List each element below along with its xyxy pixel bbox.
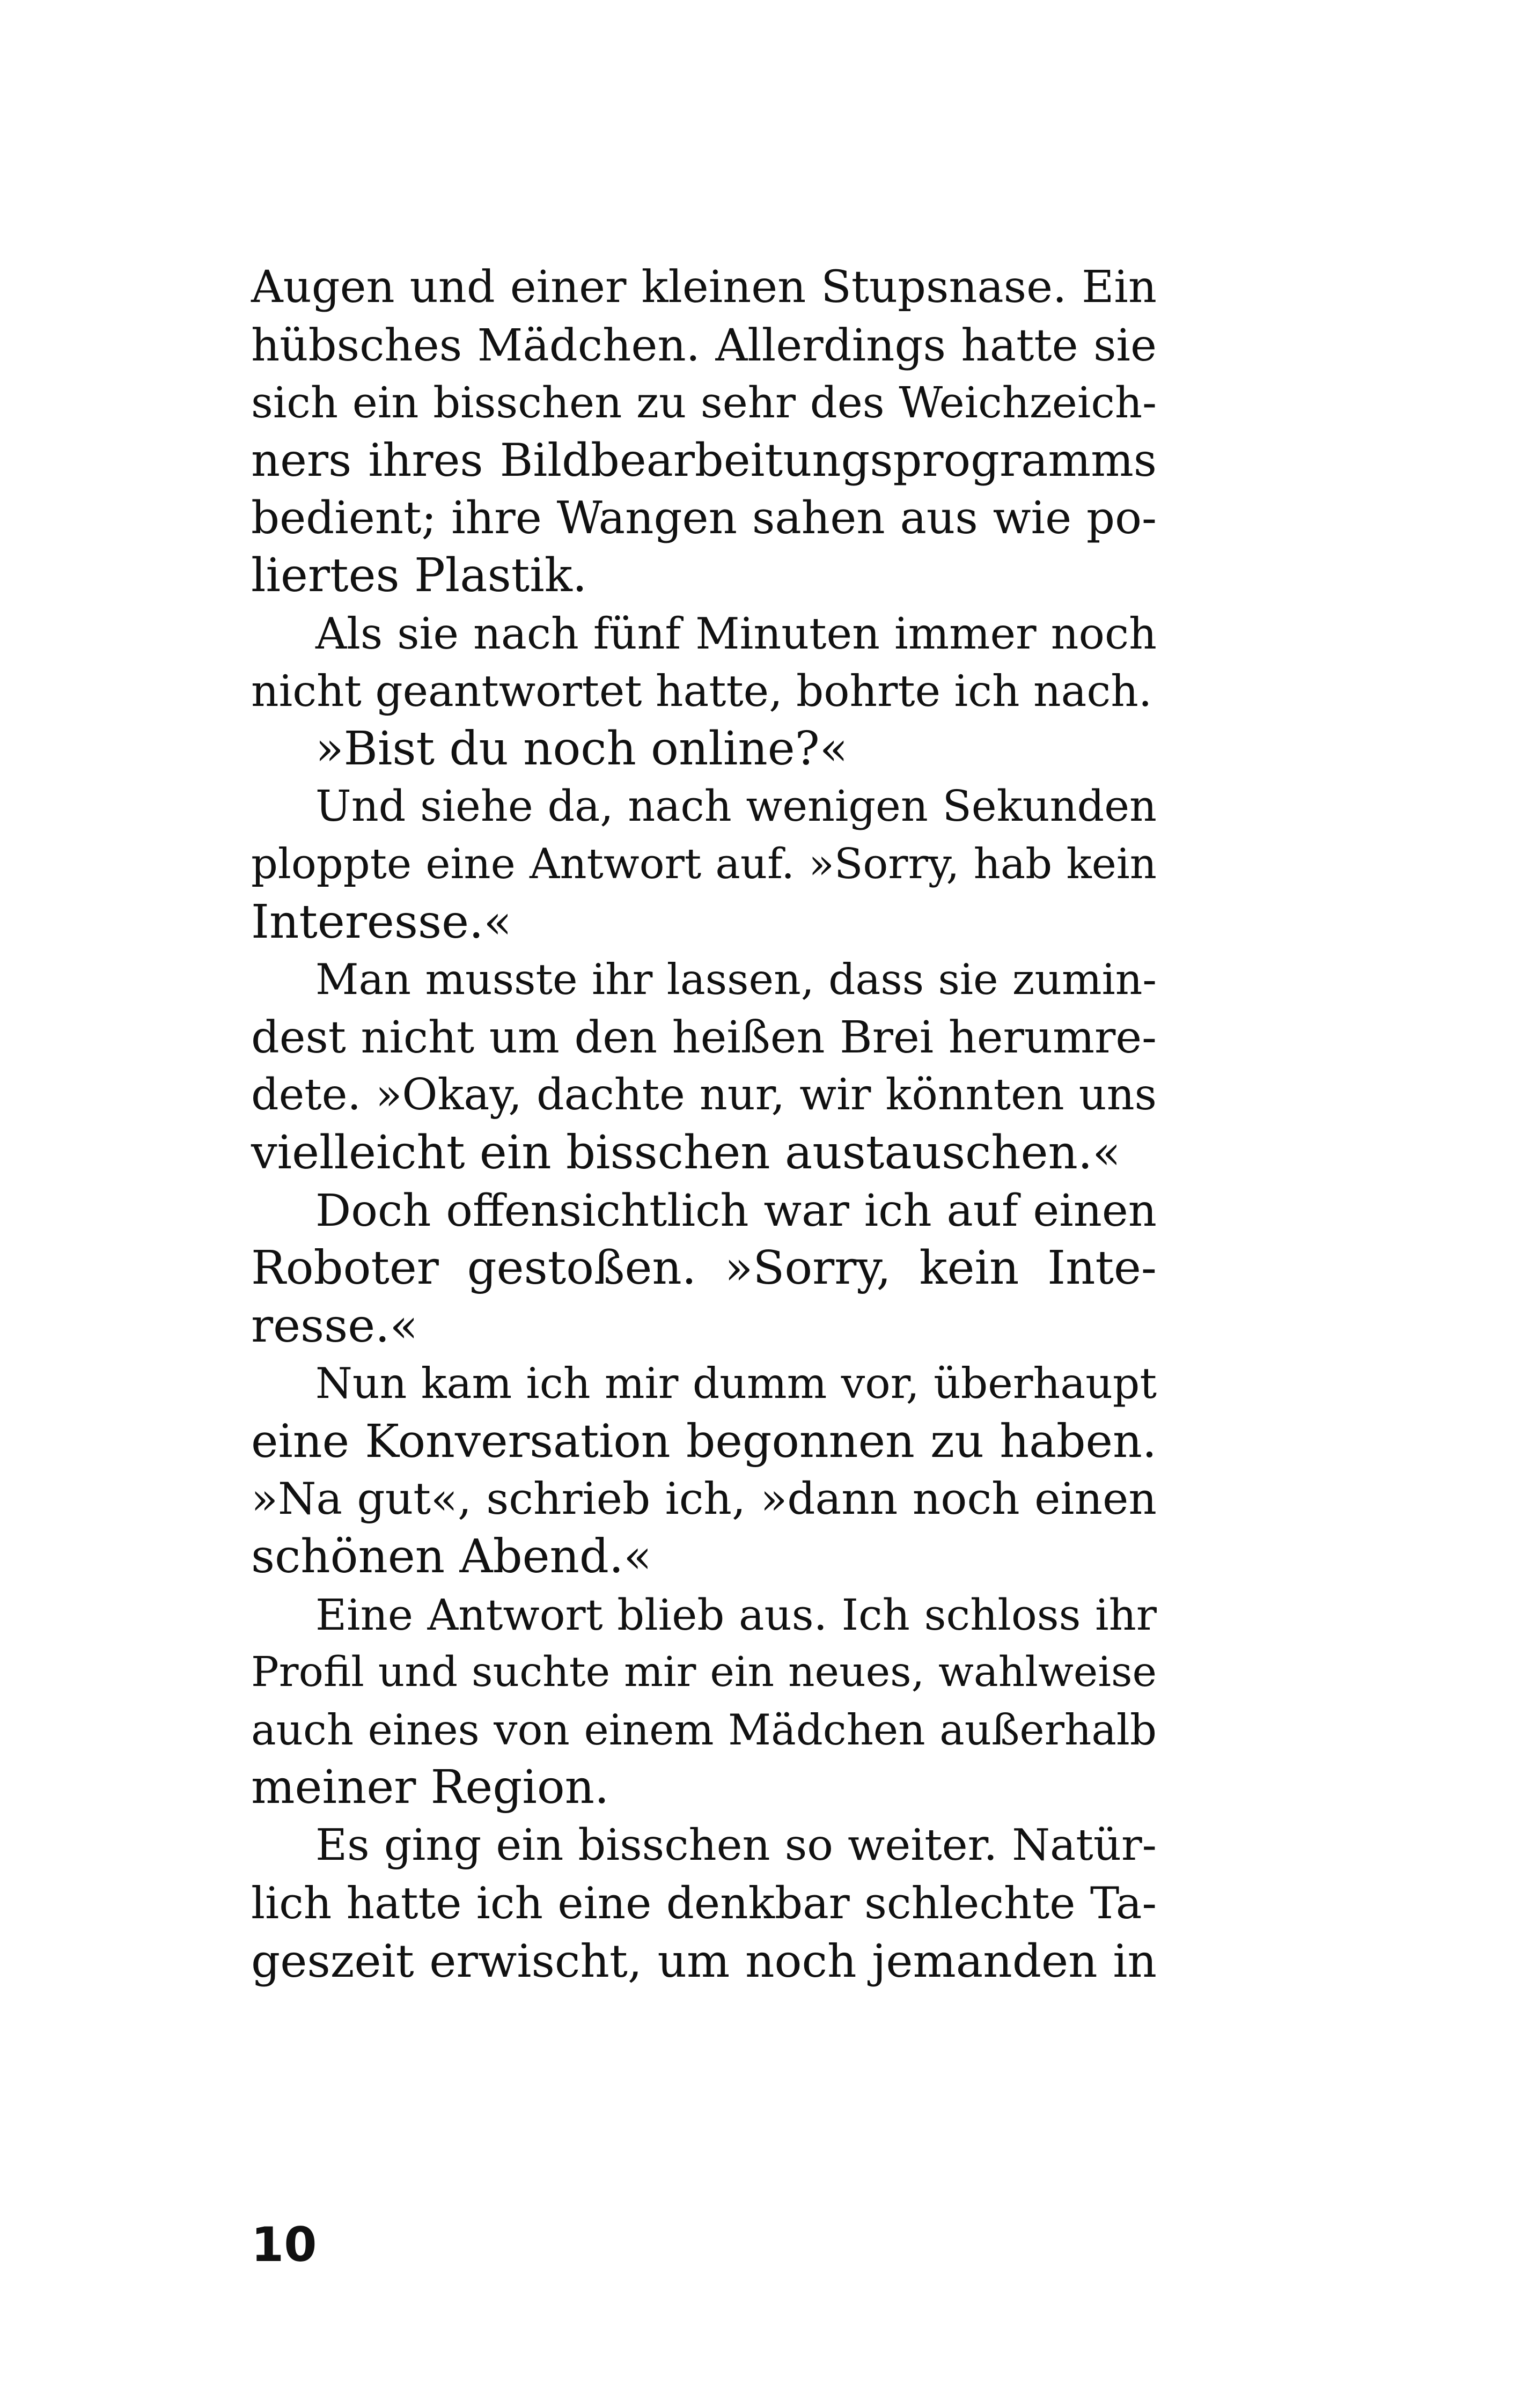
- text-line: dete. »Okay, dachte nur, wir könnten uns: [251, 1070, 1157, 1121]
- text-line: hübsches Mädchen. Allerdings hatte sie: [251, 319, 1157, 371]
- text-line: Nun kam ich mir dumm vor, überhaupt: [315, 1359, 1157, 1409]
- text-line: Es ging ein bisschen so weiter. Natür-: [315, 1820, 1157, 1871]
- text-line: liertes Plastik.: [251, 548, 587, 602]
- text-line: bedient; ihre Wangen sahen aus wie po-: [251, 492, 1157, 544]
- text-line: Und siehe da, nach wenigen Sekunden: [315, 782, 1157, 831]
- text-line: Als sie nach fünf Minuten immer noch: [315, 608, 1157, 659]
- text-line: »Bist du noch online?«: [315, 721, 848, 776]
- text-line: geszeit erwischt, um noch jemanden in: [251, 1934, 1157, 1988]
- text-line: Eine Antwort blieb aus. Ich schloss ihr: [315, 1589, 1157, 1640]
- text-line: Augen und einer kleinen Stupsnase. Ein: [251, 261, 1157, 313]
- text-line: Man musste ihr lassen, dass sie zumin-: [315, 955, 1157, 1005]
- text-line: ploppte eine Antwort auf. »Sorry, hab kein: [251, 840, 1157, 888]
- text-line: dest nicht um den heißen Brei herumre-: [251, 1012, 1157, 1063]
- text-line: Interesse.«: [251, 895, 512, 949]
- page-number: 10: [251, 2217, 317, 2272]
- text-line: »Na gut«, schrieb ich, »dann noch einen: [251, 1474, 1157, 1525]
- text-line: Profil und suchte mir ein neues, wahlweise: [251, 1648, 1157, 1697]
- text-line: vielleicht ein bisschen austauschen.«: [251, 1125, 1121, 1180]
- text-line: Doch offensichtlich war ich auf einen: [315, 1184, 1157, 1236]
- text-line: Roboter gestoßen. »Sorry, kein Inte-: [251, 1241, 1157, 1295]
- text-line: meiner Region.: [251, 1761, 609, 1815]
- text-line: lich hatte ich eine denkbar schlechte Ta-: [251, 1877, 1157, 1929]
- body-text: [251, 259, 1157, 1990]
- text-line: sich ein bisschen zu sehr des Weichzeich-: [251, 378, 1157, 428]
- text-line: nicht geantwortet hatte, bohrte ich nach.: [251, 666, 1152, 717]
- text-line: resse.«: [251, 1299, 418, 1353]
- text-line: schönen Abend.«: [251, 1530, 652, 1584]
- text-line: eine Konversation begonnen zu haben.: [251, 1415, 1157, 1468]
- text-line: auch eines von einem Mädchen außerhalb: [251, 1705, 1157, 1755]
- text-line: ners ihres Bildbearbeitungsprogramms: [251, 433, 1157, 487]
